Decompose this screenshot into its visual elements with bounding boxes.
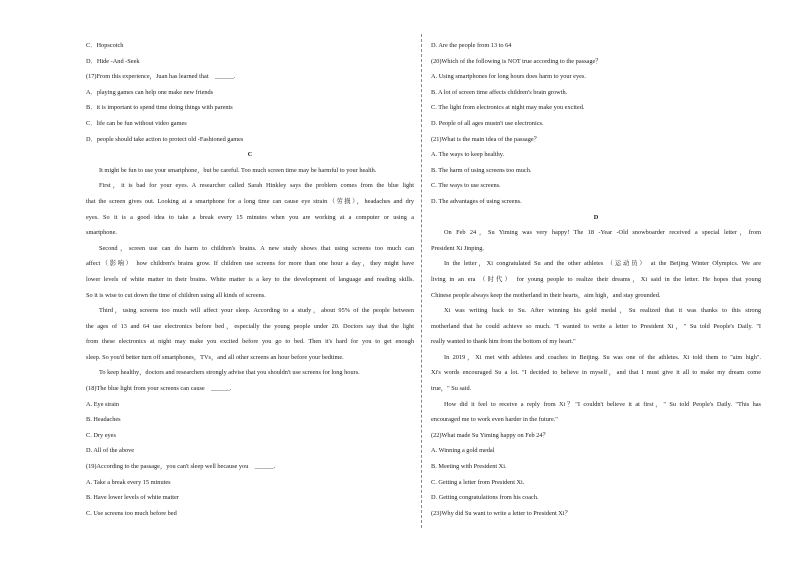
- text-line: Xi was writing back to Su. After winning his gold medal，Su realized that it was thanks to this strong: [444, 307, 761, 315]
- text-line: true，" Su said.: [431, 385, 472, 393]
- text-line: the ages of 13 and 64 use electronics before bed，especially the young people under 20. Doctors say that the light: [86, 322, 414, 330]
- text-line: (17)From this experience，Juan has learned that ______.: [86, 73, 236, 81]
- text-line: It might be fun to use your smartphone，but be careful. Too much screen time may be harmful to your health.: [99, 166, 377, 174]
- section-heading: C: [247, 151, 253, 159]
- right-column: [431, 38, 761, 521]
- text-line: President Xi Jinping.: [431, 244, 484, 252]
- text-line: C．life can be fun without video games: [86, 119, 187, 127]
- text-line: D. People of all ages mustn't use electronics.: [431, 119, 544, 127]
- text-line: Second，screen use can do harm to children's brains. A new study shows that using screens too much can: [99, 244, 414, 252]
- text-line: (19)According to the passage，you can't sleep well because you ______.: [86, 463, 276, 471]
- text-line: A．playing games can help one make new friends: [86, 88, 214, 96]
- text-line: C．Hopscotch: [86, 42, 124, 49]
- text-line: (20)Which of the following is NOT true according to the passage？: [431, 57, 602, 65]
- text-line: To keep healthy，doctors and researchers strongly advise that you shouldn't use screens for long hours.: [99, 369, 360, 377]
- text-line: (18)The blue light from your screens can cause ______.: [86, 385, 232, 393]
- text-line: D. Getting congratulations from his coach.: [431, 494, 539, 502]
- text-line: C. The light from electronics at night may make you excited.: [431, 104, 585, 112]
- text-line: affect（影响） how children's brains grow. If children use screens for more than one hour a day，they might have: [86, 260, 414, 268]
- text-line: A. Using smartphones for long hours does harm to your eyes.: [431, 73, 586, 81]
- text-line: First，it is bad for your eyes. A researcher called Sarah Hinkley says the problem comes from the blue light: [99, 182, 414, 190]
- text-line: C. Dry eyes: [86, 431, 116, 439]
- text-line: lower levels of white matter in their brains. White matter is a key to the development of language and reading skills.: [86, 275, 414, 283]
- text-line: B. The harm of using screens too much.: [431, 166, 532, 174]
- text-line: encouraged me to work even harder in the future.": [431, 416, 558, 424]
- text-line: (22)What made Su Yiming happy on Feb 24？: [431, 431, 549, 439]
- text-line: A. Take a break every 15 minutes: [86, 478, 171, 486]
- left-column: [86, 38, 414, 521]
- text-line: In 2019，Xi met with athletes and coaches in Beijing. Su was one of the athletes. Xi told them to "aim high".: [444, 353, 761, 361]
- text-line: A. The ways to keep healthy.: [431, 151, 505, 159]
- text-line: B. Headaches: [86, 416, 121, 424]
- text-line: C. Use screens too much before bed: [86, 509, 177, 517]
- text-line: D. The advantages of using screens.: [431, 197, 522, 205]
- text-line: In the letter，Xi congratulated Su and the other athletes （运动员） at the Beijing Winter Olympics. We are: [444, 260, 761, 268]
- text-line: C. The ways to use screens.: [431, 182, 501, 190]
- text-line: motherland that he could achieve so much. "I wanted to write a letter to President Xi，" Su told People's Daily. "I: [431, 322, 761, 330]
- text-line: smartphone.: [86, 229, 117, 237]
- text-line: D. Are the people from 13 to 64: [431, 42, 512, 49]
- text-line: really wanted to thank him from the bottom of my heart.": [431, 338, 576, 346]
- text-line: from these electronics at night may make you excited before you go to bed. Then it's hard for you to get enough: [86, 338, 414, 346]
- text-line: B. A lot of screen time affects children's brain growth.: [431, 88, 568, 96]
- text-line: eyes. So it is a good idea to take a break every 15 minutes when you are working at a computer or using a: [86, 213, 414, 221]
- text-line: On Feb 24，Su Yiming was very happy! The 18 -Year -Old snowboarder received a special letter，from: [444, 229, 761, 237]
- text-line: Chinese people always keep the motherland in their hearts，aim high，and stay grounded.: [431, 291, 661, 299]
- text-line: Xi's words encouraged Su a lot. "I decided to believe in myself，and that I must give it all to make my dream come: [431, 369, 761, 377]
- text-line: D. All of the above: [86, 447, 135, 455]
- text-line: D．Hide -And -Seek: [86, 57, 140, 65]
- text-line: B. Meeting with President Xi.: [431, 463, 507, 471]
- text-line: sleep. So you'd better turn off smartphones，TVs，and all other screens an hour before your bedtime.: [86, 353, 344, 361]
- text-line: that the screen gives out. Looking at a smartphone for a long time can cause eye strain（劳损），headaches and dry: [86, 197, 414, 205]
- column-divider: [421, 34, 422, 528]
- text-line: A. Winning a gold medal: [431, 447, 495, 455]
- text-line: Third，using screens too much will affect your sleep. According to a study，about 95% of the people between: [99, 307, 414, 315]
- text-line: A. Eye strain: [86, 400, 120, 408]
- text-line: living in an era （时代） for young people to realize their dreams，Xi said in the letter. He hopes that young: [431, 275, 761, 283]
- text-line: (21)What is the main idea of the passage？: [431, 135, 540, 143]
- section-heading: D: [593, 213, 599, 221]
- text-line: B．it is important to spend time doing things with parents: [86, 104, 233, 112]
- text-line: So it is wise to cut down the time of children using all kinds of screens.: [86, 291, 266, 299]
- text-line: D．people should take action to protect old -Fashioned games: [86, 135, 244, 143]
- text-line: B. Have lower levels of white matter: [86, 494, 179, 502]
- text-line: How did it feel to receive a reply from Xi？"I couldn't believe it at first，" Su told People's Daily. "This has: [444, 400, 761, 408]
- text-line: (23)Why did Su want to write a letter to President Xi？: [431, 509, 571, 517]
- text-line: C. Getting a letter from President Xi.: [431, 478, 525, 486]
